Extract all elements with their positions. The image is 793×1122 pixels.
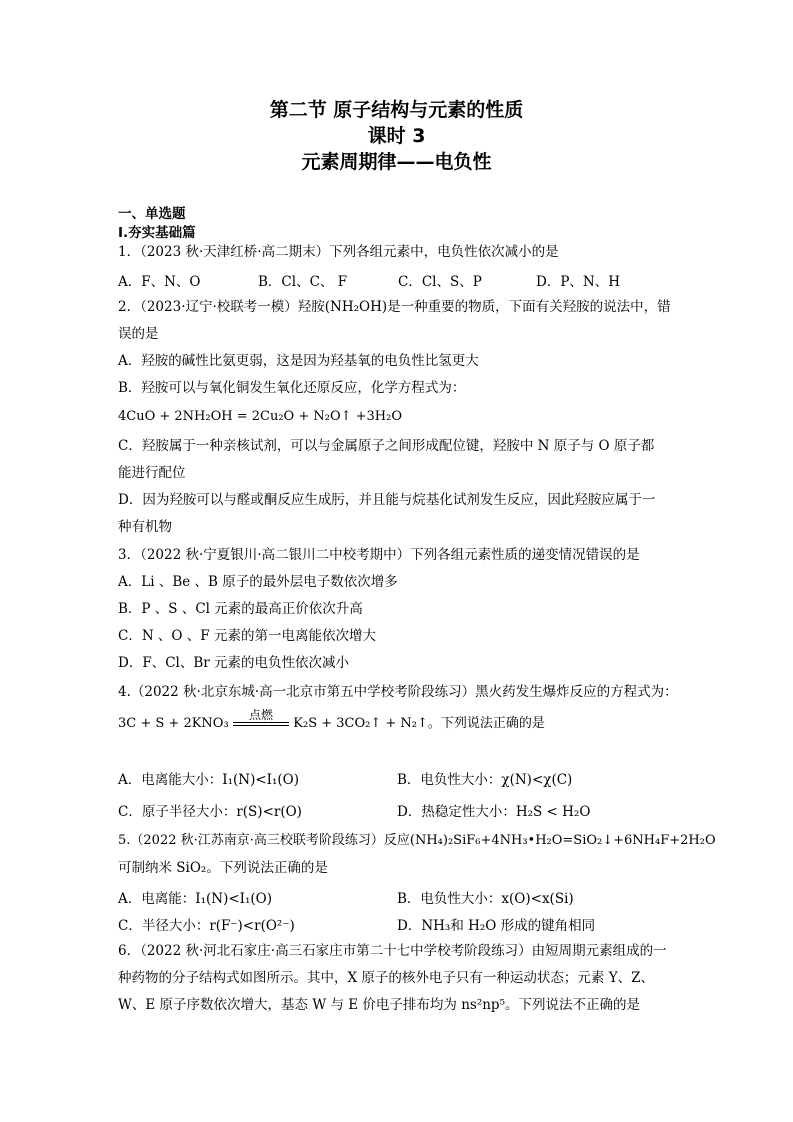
q1-option-c: C．Cl、S、P — [398, 274, 482, 290]
q3-option-b: B．P 、S 、Cl 元素的最高正价依次升高 — [118, 601, 363, 617]
section-title: 第二节 原子结构与元素的性质 — [269, 99, 524, 121]
q2-equation: 4CuO + 2NH₂OH = 2Cu₂O + N₂O↑ +3H₂O — [118, 409, 403, 424]
q2-option-d-line2: 种有机物 — [118, 519, 172, 535]
q4-stem-line1: 4.（2022 秋·北京东城·高一北京市第五中学校考阶段练习）黑火药发生爆炸反应的方程式为： — [118, 684, 678, 700]
q6-stem-line1: 6．（2022 秋·河北石家庄·高三石家庄市第二十七中学校考阶段练习）由短周期元素组成的一 — [118, 943, 667, 959]
q4-equation — [118, 708, 545, 731]
q1-option-a: A．F、N、O — [118, 274, 201, 290]
q2-stem-line2: 误的是 — [118, 326, 159, 342]
q4-option-d: D．热稳定性大小：H₂S < H₂O — [397, 804, 591, 820]
q4-equation-right: K₂S + 3CO₂↑ + N₂↑。下列说法正确的是 — [293, 716, 545, 731]
q5-option-a: A．电离能：I₁(N)<I₁(O) — [118, 891, 272, 907]
part-heading: 一、单选题 — [118, 206, 186, 222]
q4-condition-label: 点燃 — [248, 708, 273, 722]
q5-stem-line2: 可制纳米 SiO₂。下列说法正确的是 — [118, 860, 328, 876]
part-subheading: Ⅰ.夯实基础篇 — [118, 225, 196, 241]
q3-option-d: D．F、Cl、Br 元素的电负性依次减小 — [118, 655, 350, 671]
q3-stem: 3．（2022 秋·宁夏银川·高二银川二中校考期中）下列各组元素性质的递变情况错误的是 — [118, 547, 640, 563]
q5-option-b: B．电负性大小：x(O)<x(Si) — [397, 891, 574, 907]
q5-stem-line1: 5.（2022 秋·江苏南京·高三校联考阶段练习）反应(NH₄)₂SiF₆+4NH₃•H₂O=SiO₂↓+6NH₄F+2H₂O — [118, 833, 716, 848]
q2-option-b-line1: B．羟胺可以与氧化铜发生氧化还原反应，化学方程式为： — [118, 380, 466, 396]
q1-option-b: B．Cl、C、 F — [258, 274, 348, 290]
q6-stem-line3: W、E 原子序数依次增大，基态 W 与 E 价电子排布均为 ns²np⁵。下列说法不正确的是 — [118, 997, 640, 1013]
q4-option-c: C．原子半径大小：r(S)<r(O) — [118, 804, 302, 820]
q6-stem-line2: 种药物的分子结构式如图所示。其中，X 原子的核外电子只有一种运动状态；元素 Y、Z、 — [118, 970, 654, 986]
equals-arrow — [233, 722, 289, 726]
q2-option-d-line1: D．因为羟胺可以与醛或酮反应生成肟，并且能与烷基化试剂发生反应，因此羟胺应属于一 — [118, 492, 656, 508]
lesson-title: 课时 3 — [367, 125, 426, 147]
topic-title: 元素周期律——电负性 — [301, 151, 492, 173]
q5-option-d: D．NH₃和 H₂O 形成的键角相同 — [397, 918, 596, 934]
q3-option-c: C．N 、O 、F 元素的第一电离能依次增大 — [118, 628, 376, 644]
q1-stem: 1．（2023 秋·天津红桥·高二期末）下列各组元素中，电负性依次减小的是 — [118, 244, 559, 260]
q2-option-c-line2: 能进行配位 — [118, 465, 186, 481]
q4-option-b: B．电负性大小：χ(N)<χ(C) — [397, 772, 573, 788]
q1-option-d: D．P、N、H — [536, 274, 620, 290]
q5-option-c: C．半径大小：r(F⁻)<r(O²⁻) — [118, 918, 295, 934]
q4-option-a: A．电离能大小：I₁(N)<I₁(O) — [118, 772, 299, 788]
q2-option-a: A．羟胺的碱性比氨更弱，这是因为羟基氧的电负性比氢更大 — [118, 353, 479, 369]
q2-stem-line1: 2．（2023·辽宁·校联考一模）羟胺(NH₂OH)是一种重要的物质，下面有关羟胺的说法中，错 — [118, 299, 671, 315]
q2-option-c-line1: C．羟胺属于一种亲核试剂，可以与金属原子之间形成配位键，羟胺中 N 原子与 O 原子都 — [118, 438, 655, 454]
q4-equation-left: 3C + S + 2KNO₃ — [118, 716, 229, 731]
q3-option-a: A．Li 、Be 、B 原子的最外层电子数依次增多 — [118, 574, 398, 590]
q4-reaction-condition — [233, 708, 289, 731]
